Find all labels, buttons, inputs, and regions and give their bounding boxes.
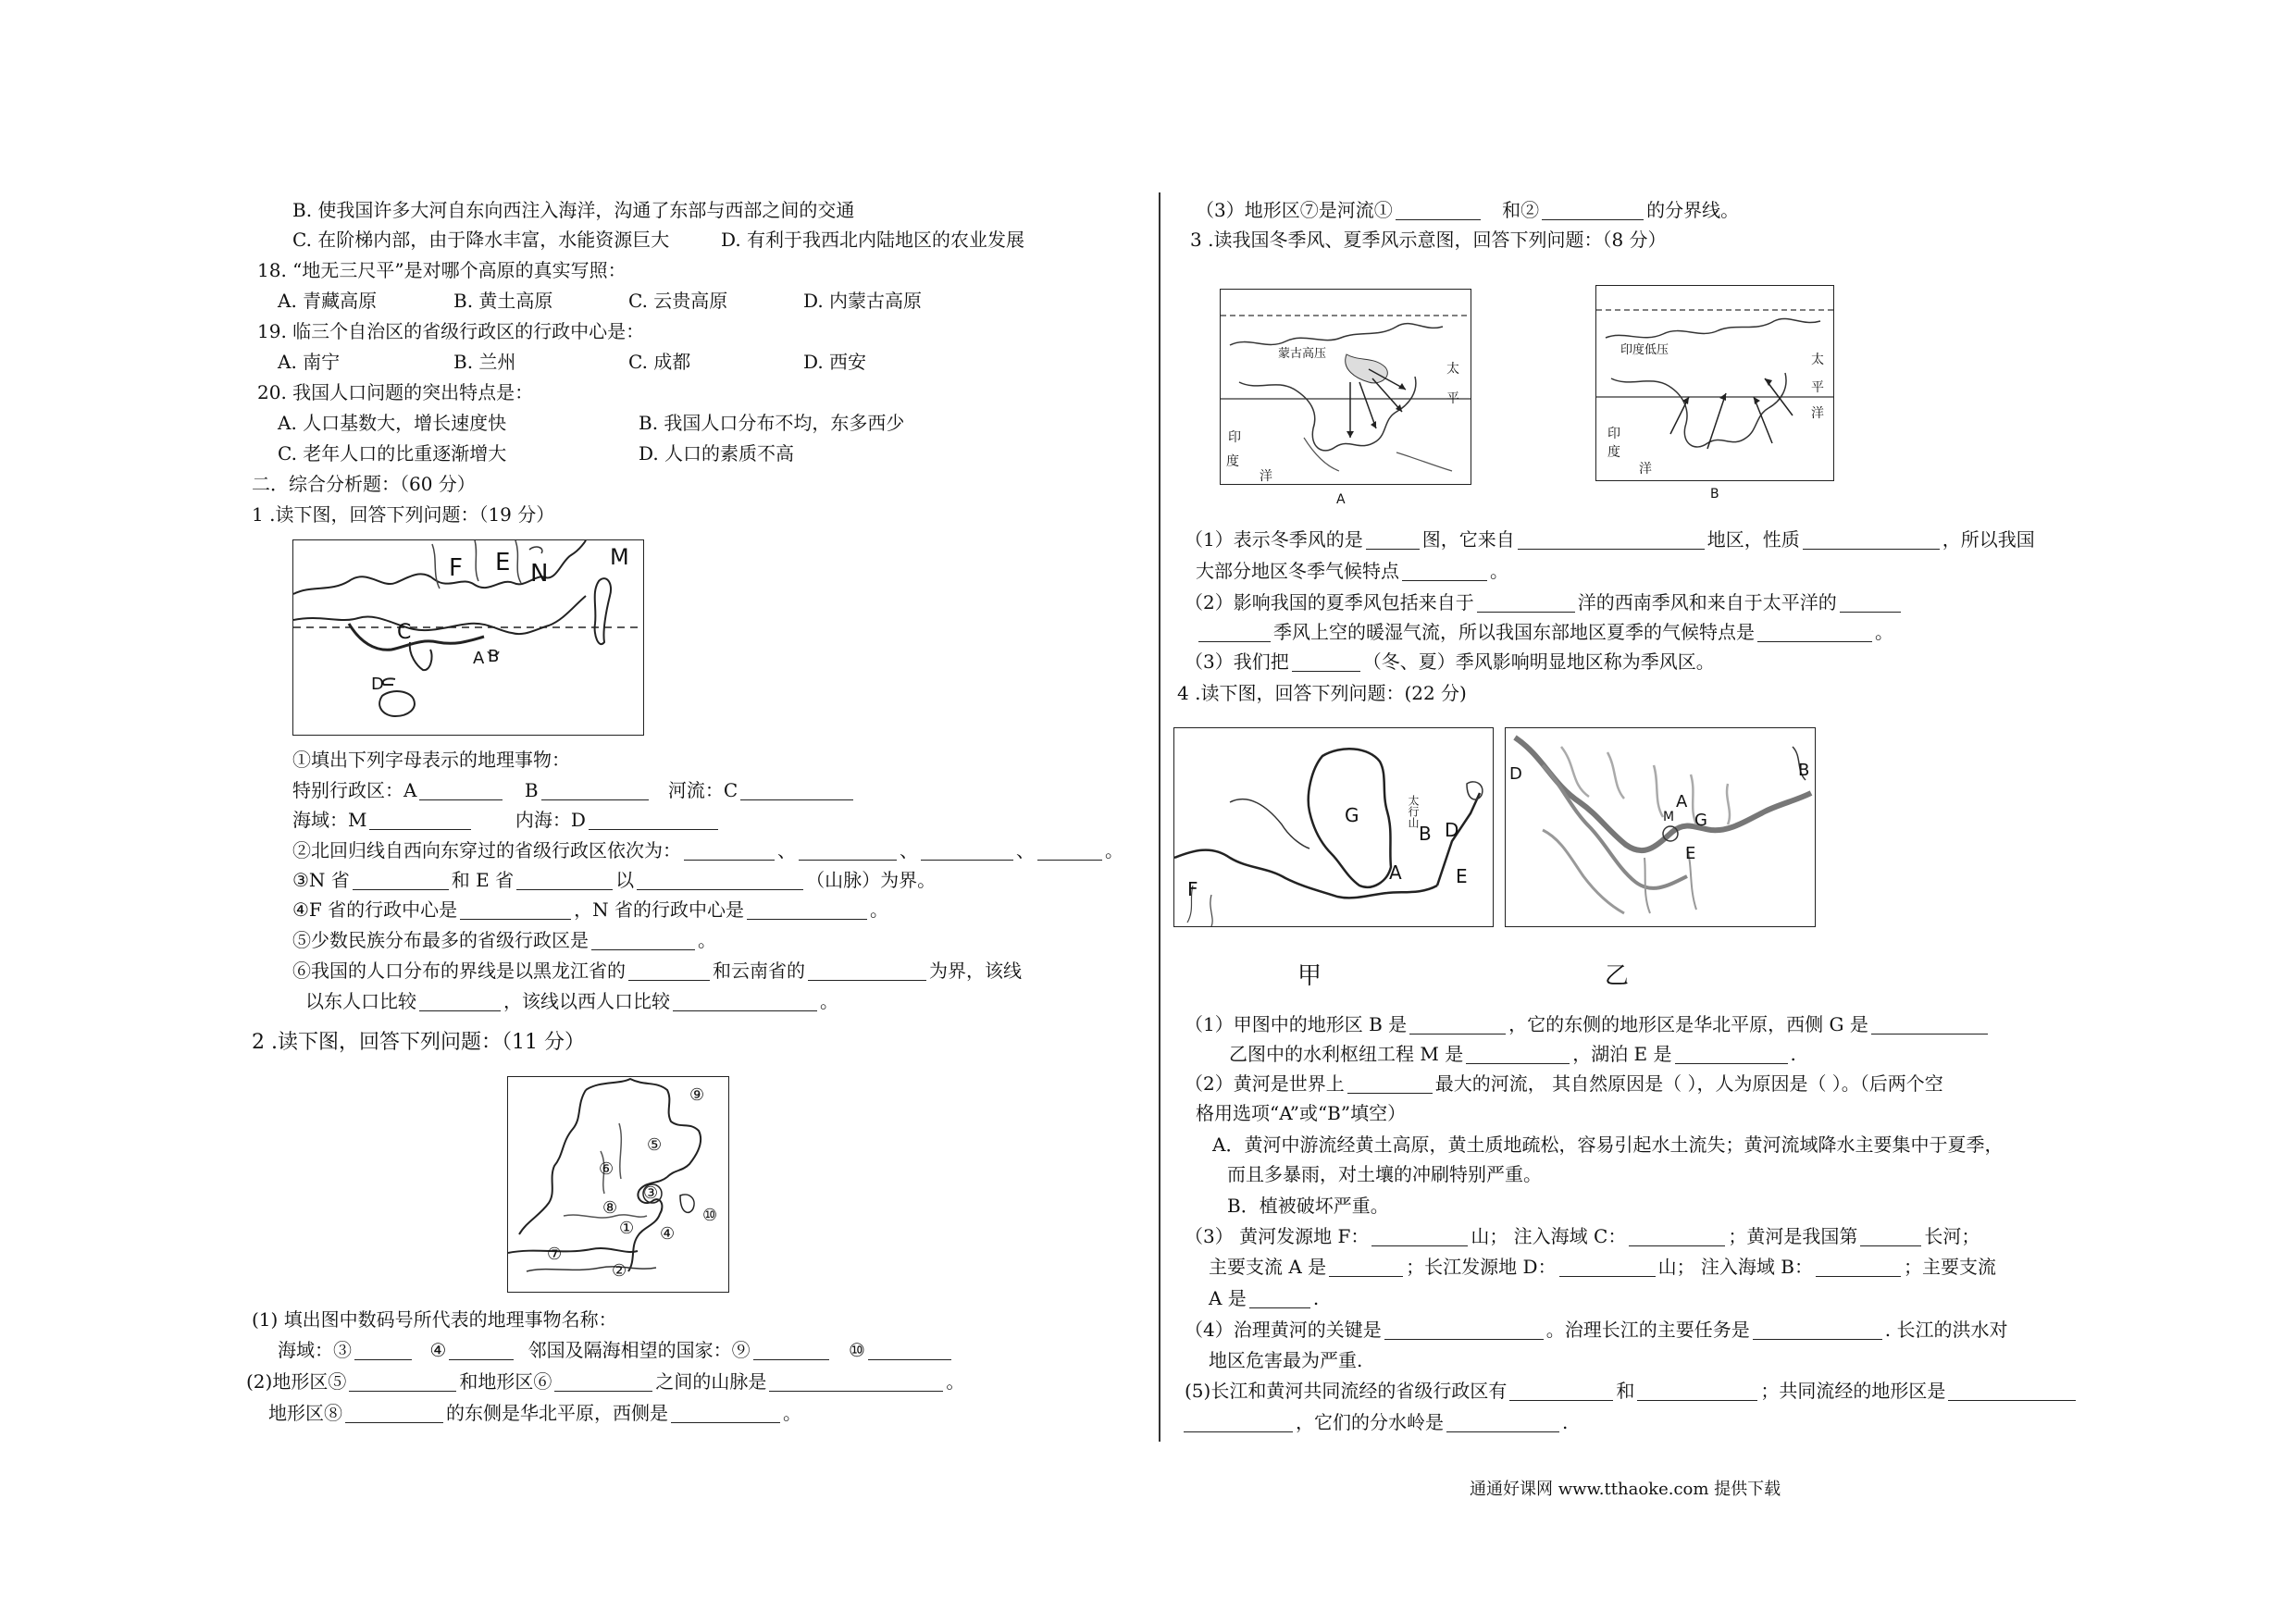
blank[interactable] xyxy=(1198,623,1271,642)
yellow-river-map-jia xyxy=(1173,727,1494,927)
map4jia-label: E xyxy=(1456,865,1468,887)
blank[interactable] xyxy=(345,1404,443,1423)
q19-option: C. 成都 xyxy=(628,351,691,373)
monsoon-map-b xyxy=(1595,285,1834,481)
p4-item5-cont: ，它们的分水岭是 . xyxy=(1181,1410,1568,1434)
map2-label: ⑦ xyxy=(547,1245,563,1264)
blank[interactable] xyxy=(354,1341,412,1360)
map3a-label: 太 xyxy=(1446,362,1459,377)
blank[interactable] xyxy=(1249,1289,1310,1308)
blank[interactable] xyxy=(1409,1015,1506,1035)
blank[interactable] xyxy=(1816,1258,1901,1277)
map2-label: ② xyxy=(612,1261,627,1281)
p3-item1: （1）表示冬季风的是 图，它来自 地区，性质 ，所以我国 xyxy=(1185,528,2035,551)
q17-option-d: D. 有利于我西北内陆地区的农业发展 xyxy=(721,229,1025,251)
south-china-map xyxy=(292,539,644,736)
p2-item3: 地形区⑧ 的东侧是华北平原，西侧是 。 xyxy=(268,1402,801,1424)
map2-label: ① xyxy=(619,1219,635,1238)
q18-option: D. 内蒙古高原 xyxy=(803,290,923,312)
column-divider xyxy=(1159,192,1160,1442)
p1-item3: ③N 省 和 E 省 以 （山脉）为界。 xyxy=(292,869,937,891)
problem-1-title: 1 .读下图，回答下列问题：（19 分） xyxy=(252,503,555,526)
blank[interactable] xyxy=(1518,530,1705,550)
blank[interactable] xyxy=(1184,1413,1293,1432)
blank[interactable] xyxy=(769,1372,943,1392)
caption-yi: 乙 xyxy=(1605,962,1630,990)
blank[interactable] xyxy=(1948,1381,2076,1401)
blank[interactable] xyxy=(353,871,449,890)
map2-label: ③ xyxy=(643,1183,659,1203)
q20-option-b: B. 我国人口分布不均，东多西少 xyxy=(639,412,905,434)
map4jia-label: D xyxy=(1445,819,1459,841)
p4-item1-cont: 乙图中的水利枢纽工程 M 是 ，湖泊 E 是 . xyxy=(1229,1043,1796,1065)
map3b-label: 度 xyxy=(1607,445,1620,460)
p3-item1-cont: 大部分地区冬季气候特点 。 xyxy=(1196,560,1508,582)
p1-item1: ①填出下列字母表示的地理事物： xyxy=(292,749,570,771)
blank[interactable] xyxy=(628,961,710,981)
blank[interactable] xyxy=(799,841,897,861)
blank[interactable] xyxy=(541,781,649,800)
yangtze-map-yi-drawing xyxy=(1506,728,1815,926)
q20-stem: 20. 我国人口问题的突出特点是： xyxy=(257,381,534,403)
blank[interactable] xyxy=(1396,201,1481,220)
p1-item4: ④F 省的行政中心是 ，N 省的行政中心是 。 xyxy=(292,898,889,921)
blank[interactable] xyxy=(1542,201,1644,220)
map1-label: N xyxy=(530,560,549,588)
blank[interactable] xyxy=(1366,530,1420,550)
p4-item3-cont2: A 是 . xyxy=(1209,1287,1320,1309)
map3a-label: 洋 xyxy=(1260,469,1272,484)
q18-option: A. 青藏高原 xyxy=(278,290,378,312)
blank[interactable] xyxy=(449,1341,514,1360)
map3a-label: 度 xyxy=(1226,454,1239,469)
map4jia-label: A xyxy=(1389,861,1402,884)
monsoon-map-a xyxy=(1220,289,1471,485)
blank[interactable] xyxy=(740,781,853,800)
p4-item3: （3） 黄河发源地 F： 山； 注入海域 C： ；黄河是我国第 长河； xyxy=(1185,1225,1980,1247)
p4-item5: (5)长江和黄河共同流经的省级行政区有 和 ；共同流经的地形区是 xyxy=(1185,1379,2079,1403)
blank[interactable] xyxy=(1757,623,1872,642)
blank[interactable] xyxy=(921,841,1013,861)
blank[interactable] xyxy=(1675,1045,1788,1064)
blank[interactable] xyxy=(349,1372,456,1392)
p1-item6-cont: 以东人口比较 ，该线以西人口比较 。 xyxy=(305,990,838,1012)
p4-option-a-line1: A．黄河中游流经黄土高原，黄土质地疏松，容易引起水土流失；黄河流域降水主要集中于夏季， xyxy=(1212,1134,2004,1156)
map3a-label: 平 xyxy=(1446,391,1459,406)
blank[interactable] xyxy=(1637,1381,1757,1401)
footer-credit: 通通好课网 www.tthaoke.com 提供下载 xyxy=(1470,1480,1781,1499)
p4-item4-cont: 地区危害最为严重. xyxy=(1209,1349,1363,1371)
p4-item2-cont: 格用选项“A”或“B”填空） xyxy=(1196,1102,1407,1124)
blank[interactable] xyxy=(684,841,775,861)
blank[interactable] xyxy=(1871,1015,1988,1035)
p4-option-b: B．植被破坏严重。 xyxy=(1227,1195,1389,1217)
blank[interactable] xyxy=(671,1404,780,1423)
map4jia-label: 太行山 xyxy=(1407,795,1420,828)
blank[interactable] xyxy=(1402,562,1487,581)
map4yi-label: M xyxy=(1663,810,1675,824)
blank[interactable] xyxy=(1803,530,1940,550)
blank[interactable] xyxy=(1292,652,1360,672)
map2-label: ⑤ xyxy=(647,1135,663,1155)
p1-item6: ⑥我国的人口分布的界线是以黑龙江省的 和云南省的 为界，该线 xyxy=(292,960,1022,982)
p4-item1: （1）甲图中的地形区 B 是 ，它的东侧的地形区是华北平原，西侧 G 是 xyxy=(1185,1012,1991,1036)
map3b-label: 印 xyxy=(1607,427,1620,441)
p2-item2: (2)地形区⑤ 和地形区⑥ 之间的山脉是 。 xyxy=(246,1370,965,1393)
map3b-label: 洋 xyxy=(1811,406,1824,421)
south-china-map-drawing xyxy=(293,540,643,735)
p4-item2: （2）黄河是世界上 最大的河流， 其自然原因是（ ），人为原因是（ ）。（后两个空 xyxy=(1185,1072,1943,1095)
problem-3-title: 3 .读我国冬季风、夏季风示意图，回答下列问题：（8 分） xyxy=(1190,229,1667,251)
section-2-heading: 二．综合分析题：（60 分） xyxy=(252,473,476,495)
map4jia-label: F xyxy=(1187,878,1198,900)
map3b-label: 平 xyxy=(1811,380,1824,395)
q18-option: C. 云贵高原 xyxy=(628,290,728,312)
blank[interactable] xyxy=(1329,1258,1403,1277)
blank[interactable] xyxy=(1037,841,1102,861)
blank[interactable] xyxy=(1753,1320,1882,1340)
blank[interactable] xyxy=(591,931,695,950)
blank[interactable] xyxy=(589,811,718,830)
blank[interactable] xyxy=(868,1341,951,1360)
blank[interactable] xyxy=(1446,1413,1559,1432)
problem-2-title: 2 .读下图，回答下列问题：（11 分） xyxy=(252,1031,585,1054)
map3b-label: 印度低压 xyxy=(1620,343,1669,357)
map1-label: M xyxy=(610,544,629,570)
blank[interactable] xyxy=(419,781,503,800)
map1-label: E xyxy=(495,549,511,576)
yangtze-map-yi xyxy=(1505,727,1816,927)
map3a-caption: A xyxy=(1336,492,1346,507)
blank[interactable] xyxy=(1347,1074,1433,1094)
blank[interactable] xyxy=(516,871,613,890)
p1-item1-line2: 海域：M 内海：D xyxy=(292,808,721,832)
map1-label: C xyxy=(397,621,412,644)
p4-item4: （4）治理黄河的关键是 。治理长江的主要任务是 . 长江的洪水对 xyxy=(1185,1319,2008,1341)
map2-label: ⑥ xyxy=(599,1159,614,1179)
q19-option: B. 兰州 xyxy=(453,351,516,373)
blank[interactable] xyxy=(554,1372,652,1392)
p2-item1-line: 海域：③ ④ 邻国及隔海相望的国家：⑨ ⑩ xyxy=(278,1338,954,1362)
monsoon-map-a-drawing xyxy=(1221,290,1471,484)
q17-option-b: B. 使我国许多大河自东向西注入海洋，沟通了东部与西部之间的交通 xyxy=(292,199,855,221)
blank[interactable] xyxy=(1466,1045,1570,1064)
map3b-label: 洋 xyxy=(1639,462,1652,477)
q19-option: A. 南宁 xyxy=(278,351,341,373)
blank[interactable] xyxy=(1509,1381,1613,1401)
p4-option-a-line2: 而且多暴雨，对土壤的冲刷特别严重。 xyxy=(1227,1163,1542,1185)
q19-option: D. 西安 xyxy=(803,351,867,373)
map2-label: ⑧ xyxy=(602,1198,618,1218)
map2-label: ⑩ xyxy=(702,1206,718,1225)
map1-label: A xyxy=(473,649,485,668)
p3-item3: （3）我们把 （冬、夏）季风影响明显地区称为季风区。 xyxy=(1185,650,1715,673)
map4jia-label: G xyxy=(1345,804,1359,826)
blank[interactable] xyxy=(460,900,571,920)
map1-label: B xyxy=(488,647,500,666)
map4jia-label: B xyxy=(1419,823,1432,845)
map2-label: ④ xyxy=(660,1224,676,1244)
map4yi-label: E xyxy=(1685,844,1696,863)
q18-stem: 18. “地无三尺平”是对哪个高原的真实写照： xyxy=(257,259,627,281)
north-china-map xyxy=(507,1076,729,1293)
q20-option-d: D. 人口的素质不高 xyxy=(639,442,795,465)
monsoon-map-b-drawing xyxy=(1596,286,1833,480)
map4yi-label: G xyxy=(1694,811,1707,830)
blank[interactable] xyxy=(637,871,803,890)
map3b-caption: B xyxy=(1710,487,1719,502)
north-china-map-drawing xyxy=(508,1077,728,1292)
blank[interactable] xyxy=(808,961,926,981)
q17-option-c: C. 在阶梯内部，由于降水丰富，水能资源巨大 xyxy=(292,229,670,251)
p1-item5: ⑤少数民族分布最多的省级行政区是 。 xyxy=(292,929,716,951)
map3b-label: 太 xyxy=(1811,353,1824,367)
p2-item3x: （3）地形区⑦是河流① 和② 的分界线。 xyxy=(1196,199,1740,221)
q19-stem: 19. 临三个自治区的省级行政区的行政中心是： xyxy=(257,320,645,342)
map4yi-label: B xyxy=(1798,761,1810,780)
map1-label: F xyxy=(449,554,463,582)
blank[interactable] xyxy=(1477,593,1575,613)
blank[interactable] xyxy=(1559,1258,1656,1277)
blank[interactable] xyxy=(369,811,471,830)
map2-label: ⑨ xyxy=(689,1085,705,1105)
p3-item2-cont: 季风上空的暖湿气流，所以我国东部地区夏季的气候特点是 。 xyxy=(1196,620,1893,644)
map3a-label: 蒙古高压 xyxy=(1278,347,1327,361)
blank[interactable] xyxy=(1371,1227,1468,1246)
p1-item2: ②北回归线自西向东穿过的省级行政区依次为： 、 、 、 。 xyxy=(292,839,1123,861)
blank[interactable] xyxy=(673,992,817,1011)
problem-4-title: 4 .读下图，回答下列问题：(22 分) xyxy=(1177,682,1467,704)
blank[interactable] xyxy=(753,1341,829,1360)
blank[interactable] xyxy=(419,992,501,1011)
map3a-label: 印 xyxy=(1228,430,1241,445)
caption-jia: 甲 xyxy=(1297,962,1322,990)
blank[interactable] xyxy=(1840,593,1901,613)
p2-item1: (1) 填出图中数码号所代表的地理事物名称： xyxy=(252,1308,617,1331)
q20-option-c: C. 老年人口的比重逐渐增大 xyxy=(278,442,507,465)
p4-item3-cont: 主要支流 A 是 ；长江发源地 D： 山； 注入海域 B： ；主要支流 xyxy=(1209,1256,1996,1278)
q18-option: B. 黄土高原 xyxy=(453,290,553,312)
blank[interactable] xyxy=(1384,1320,1544,1340)
p3-item2: （2）影响我国的夏季风包括来自于 洋的西南季风和来自于太平洋的 xyxy=(1185,590,1904,614)
blank[interactable] xyxy=(1629,1227,1725,1246)
map4yi-label: A xyxy=(1676,792,1688,812)
map1-label: D xyxy=(371,675,384,694)
p1-item1-line1: 特别行政区：A B 河流：C xyxy=(292,778,856,802)
q20-option-a: A. 人口基数大，增长速度快 xyxy=(278,412,507,434)
blank[interactable] xyxy=(747,900,867,920)
map4yi-label: D xyxy=(1509,764,1522,784)
blank[interactable] xyxy=(1860,1227,1921,1246)
